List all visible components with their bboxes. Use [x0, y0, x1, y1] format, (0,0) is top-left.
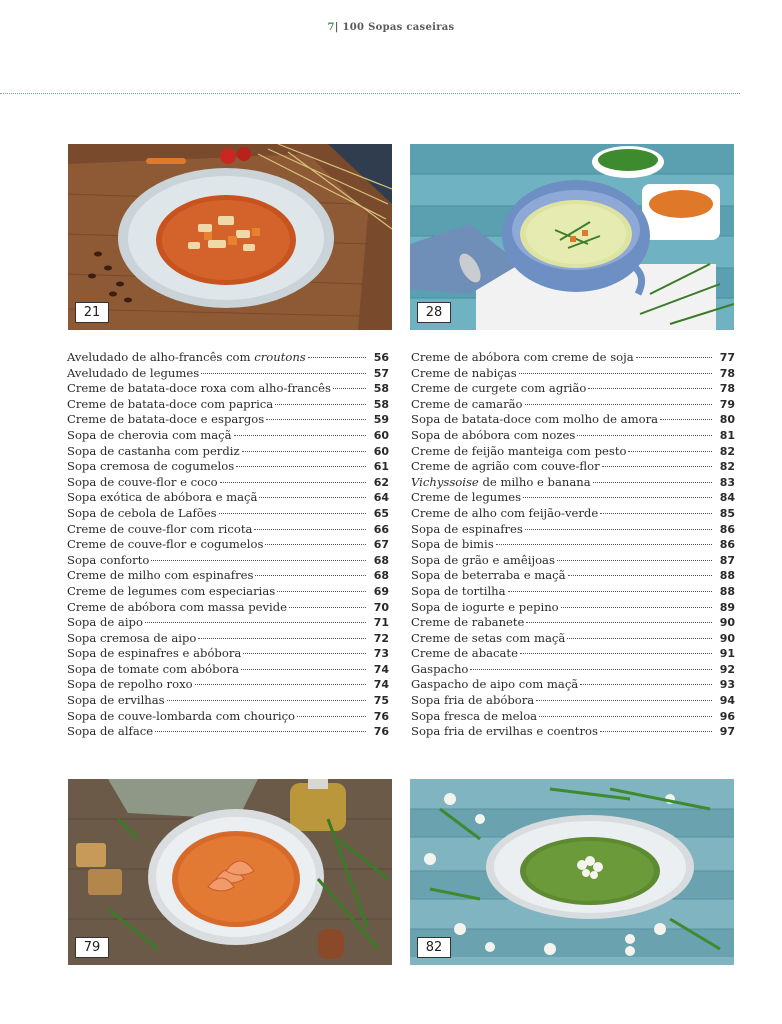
toc-entry-title [411, 724, 598, 740]
dot-leader [275, 404, 366, 405]
toc-entry-page: 80 [719, 413, 735, 427]
dot-leader [259, 497, 366, 498]
toc-entry-text: Aveludado de alho-francês com [67, 350, 255, 364]
toc-entry-title [411, 475, 591, 491]
toc-entry-page: 94 [719, 694, 735, 708]
dot-leader [308, 357, 366, 358]
dot-leader [602, 466, 712, 467]
toc-entry-text: Sopa de abóbora com nozes [411, 427, 576, 442]
toc-entry [411, 397, 735, 413]
toc-entry-title [411, 693, 534, 709]
dot-leader [567, 638, 712, 639]
toc-entry-italic: croutons [254, 350, 306, 364]
toc-entry-text: Creme de couve-flor com ricota [67, 521, 253, 536]
toc-entry [411, 724, 735, 740]
toc-entry [67, 693, 389, 709]
toc-entry [67, 366, 389, 382]
toc-entry-title [67, 412, 264, 428]
toc-entry-page: 75 [373, 694, 389, 708]
toc-entry-page: 84 [719, 491, 735, 505]
toc-entry-text: Sopa conforto [67, 552, 150, 567]
toc-entry-text: Sopa de alface [67, 724, 154, 739]
dot-leader [525, 404, 712, 405]
toc-entry [67, 506, 389, 522]
toc-entry [67, 600, 389, 616]
toc-entry-page: 65 [373, 506, 389, 520]
toc-entry [67, 381, 389, 397]
toc-entry-page: 71 [373, 616, 389, 630]
dot-leader [297, 716, 366, 717]
toc-entry [67, 568, 389, 584]
toc-entry-title [411, 600, 559, 616]
toc-entry-title [411, 397, 523, 413]
toc-entry-page: 76 [373, 709, 389, 723]
toc-entry-title [411, 428, 575, 444]
toc-entry-page: 97 [719, 725, 735, 739]
toc-entry-title [411, 537, 494, 553]
toc-entry-title [411, 646, 518, 662]
toc-entry-title [67, 553, 149, 569]
toc-entry-page: 58 [373, 397, 389, 411]
toc-entry-title [67, 475, 218, 491]
toc-entry [67, 537, 389, 553]
dot-leader [568, 575, 712, 576]
toc-entry-page: 86 [719, 522, 735, 536]
toc-entry [67, 646, 389, 662]
dot-leader [577, 435, 712, 436]
toc-entry-text: Sopa cremosa de cogumelos [67, 459, 235, 474]
toc-entry-title [411, 553, 555, 569]
toc-entry-page: 79 [719, 397, 735, 411]
toc-column-right [411, 350, 735, 740]
toc-entry-page: 58 [373, 382, 389, 396]
dot-leader [243, 653, 366, 654]
toc-entry [411, 537, 735, 553]
toc-entry-text: Sopa de espinafres [411, 521, 523, 536]
toc-entry-title [67, 677, 193, 693]
dot-leader [496, 544, 712, 545]
toc-entry-text: Creme de nabiças [411, 365, 517, 380]
dot-leader [593, 482, 712, 483]
toc-entry-title [67, 366, 199, 382]
dot-leader [241, 669, 366, 670]
toc-entry [411, 428, 735, 444]
toc-entry [67, 475, 389, 491]
header-rule [0, 93, 740, 94]
toc-entry-title [411, 709, 537, 725]
toc-entry-page: 76 [373, 725, 389, 739]
dot-leader [536, 700, 712, 701]
dot-leader [519, 373, 712, 374]
toc-entry-text: Creme de legumes [411, 490, 522, 505]
toc-entry-text: Creme de abóbora com massa pevide [67, 599, 288, 614]
toc-entry-text: Creme de batata-doce roxa com alho-francês [67, 381, 331, 396]
toc-entry [411, 490, 735, 506]
toc-entry-text: Sopa fria de abóbora [411, 693, 535, 708]
toc-entry-page: 90 [719, 631, 735, 645]
dot-leader [151, 560, 366, 561]
dot-leader [333, 388, 366, 389]
toc-entry-title [67, 662, 239, 678]
toc-entry [67, 677, 389, 693]
toc-entry [67, 444, 389, 460]
dot-leader [254, 529, 366, 530]
dot-leader [557, 560, 712, 561]
toc-entry-text: de milho e banana [478, 474, 591, 489]
toc-entry [411, 459, 735, 475]
toc-entry-page: 87 [719, 553, 735, 567]
toc-entry-title [67, 444, 240, 460]
toc-entry-text: Creme de curgete com agrião [411, 381, 587, 396]
toc-entry [67, 350, 389, 366]
toc-entry-italic: Vichyssoise [411, 474, 479, 489]
toc-entry-text: Sopa de bimis [411, 537, 494, 552]
toc-entry [411, 412, 735, 428]
dot-leader [539, 716, 712, 717]
toc-entry-title [411, 568, 566, 584]
toc-entry-text: Sopa de couve-lombarda com chouriço [67, 708, 296, 723]
toc-entry-text: Creme de legumes com especiarias [67, 583, 276, 598]
toc-entry-title [411, 350, 634, 366]
toc-entry [67, 428, 389, 444]
dot-leader [561, 607, 712, 608]
dot-leader [219, 513, 366, 514]
toc-entry-text: Gaspacho de aipo com maçã [411, 677, 579, 692]
dot-leader [289, 607, 366, 608]
toc-entry [411, 631, 735, 647]
photo-badge: 21 [75, 302, 109, 323]
toc-entry-title [411, 412, 658, 428]
dot-leader [520, 653, 712, 654]
toc-entry-title [67, 631, 196, 647]
toc-entry-page: 74 [373, 662, 389, 676]
toc-entry-page: 67 [373, 538, 389, 552]
toc-entry-title [67, 615, 143, 631]
toc-entry-text: Creme de milho com espinafres [67, 568, 254, 583]
dot-leader [201, 373, 366, 374]
toc-entry [411, 522, 735, 538]
dot-leader [470, 669, 712, 670]
toc-entry [411, 381, 735, 397]
toc-entry-page: 78 [719, 366, 735, 380]
dot-leader [220, 482, 366, 483]
photo-soup-82 [410, 779, 734, 965]
toc-entry-text: Sopa de aipo [67, 615, 143, 630]
dot-leader [155, 731, 366, 732]
toc-entry-page: 82 [719, 460, 735, 474]
toc-entry-title [411, 631, 565, 647]
toc-entry-title [411, 584, 506, 600]
toc-entry-title [67, 600, 287, 616]
toc-entry-text: Sopa de espinafres e abóbora [67, 646, 242, 661]
toc-entry-page: 86 [719, 538, 735, 552]
toc-entry-page: 72 [373, 631, 389, 645]
toc-entry [411, 584, 735, 600]
toc-entry [411, 646, 735, 662]
toc-entry-text: Aveludado de legumes [67, 365, 200, 380]
toc-entry-title [67, 459, 234, 475]
toc-entry-title [67, 584, 275, 600]
toc-entry-text: Sopa de grão e amêijoas [411, 552, 555, 567]
toc-entry-title [67, 428, 232, 444]
toc-entry [411, 662, 735, 678]
toc-entry-text: Creme de rabanete [411, 615, 525, 630]
toc-entry-page: 68 [373, 553, 389, 567]
dot-leader [234, 435, 366, 436]
toc-entry [411, 506, 735, 522]
dot-leader [255, 575, 366, 576]
dot-leader [195, 684, 366, 685]
dot-leader [525, 529, 712, 530]
dot-leader [145, 622, 366, 623]
toc-entry-text: Sopa de cebola de Lafões [67, 505, 217, 520]
toc-entry-text: Sopa de ervilhas [67, 693, 165, 708]
toc-entry [67, 553, 389, 569]
toc-entry-text: Sopa de cherovia com maçã [67, 427, 232, 442]
photo-badge: 79 [75, 937, 109, 958]
toc-entry [67, 412, 389, 428]
toc-entry-text: Sopa de repolho roxo [67, 677, 193, 692]
toc-entry-page: 70 [373, 600, 389, 614]
toc-entry-page: 91 [719, 647, 735, 661]
toc-entry [411, 568, 735, 584]
toc-entry-text: Creme de abacate [411, 646, 518, 661]
toc-entry-title [67, 397, 273, 413]
toc-entry [411, 600, 735, 616]
dot-leader [236, 466, 366, 467]
header-title: 100 Sopas caseiras [342, 22, 455, 33]
toc-entry-title [411, 459, 600, 475]
toc-entry-title [67, 568, 253, 584]
dot-leader [628, 451, 712, 452]
toc-entry [411, 444, 735, 460]
toc-entry [411, 366, 735, 382]
toc-entry-text: Gaspacho [411, 661, 469, 676]
toc-entry-title [411, 444, 626, 460]
toc-entry-page: 85 [719, 506, 735, 520]
toc-entry-text: Sopa de beterraba e maçã [411, 568, 566, 583]
dot-leader [526, 622, 712, 623]
toc-entry-page: 78 [719, 382, 735, 396]
toc-entry [411, 350, 735, 366]
toc-entry-page: 96 [719, 709, 735, 723]
toc-entry [67, 662, 389, 678]
toc-entry [411, 615, 735, 631]
toc-entry-page: 81 [719, 428, 735, 442]
dot-leader [198, 638, 366, 639]
toc-entry-title [67, 490, 257, 506]
toc-column-left [67, 350, 389, 740]
toc-entry-text: Creme de camarão [411, 396, 523, 411]
toc-entry [67, 631, 389, 647]
dot-leader [167, 700, 366, 701]
toc-entry [411, 709, 735, 725]
dot-leader [636, 357, 712, 358]
toc-entry-page: 59 [373, 413, 389, 427]
toc-entry-title [67, 350, 306, 366]
toc-entry-page: 74 [373, 678, 389, 692]
dot-leader [580, 684, 712, 685]
toc-entry-page: 60 [373, 428, 389, 442]
photo-soup-28 [410, 144, 734, 330]
toc-entry-title [411, 490, 521, 506]
dot-leader [277, 591, 366, 592]
toc-entry-page: 88 [719, 584, 735, 598]
toc-entry-text: Sopa de tortilha [411, 583, 506, 598]
toc-entry-text: Creme de agrião com couve-flor [411, 459, 600, 474]
toc-entry [67, 724, 389, 740]
dot-leader [600, 731, 712, 732]
toc-entry-page: 77 [719, 351, 735, 364]
toc-entry-page: 61 [373, 460, 389, 474]
toc-entry [67, 709, 389, 725]
toc-entry-page: 93 [719, 678, 735, 692]
toc-entry-page: 82 [719, 444, 735, 458]
toc-entry-page: 83 [719, 475, 735, 489]
dot-leader [242, 451, 366, 452]
toc-entry [411, 553, 735, 569]
toc-entry [67, 459, 389, 475]
dot-leader [600, 513, 712, 514]
toc-entry-title [411, 662, 468, 678]
toc-entry-title [411, 366, 517, 382]
photo-soup-79 [68, 779, 392, 965]
toc-entry [411, 677, 735, 693]
dot-leader [588, 388, 712, 389]
toc-entry-title [411, 506, 598, 522]
photo-badge: 82 [417, 937, 451, 958]
toc-entry-text: Creme de alho com feijão-verde [411, 505, 599, 520]
toc-entry-text: Sopa cremosa de aipo [67, 630, 197, 645]
toc-entry-page: 73 [373, 647, 389, 661]
toc-entry-page: 57 [373, 366, 389, 380]
toc-entry-text: Sopa de tomate com abóbora [67, 661, 239, 676]
toc-entry [411, 693, 735, 709]
toc-entry-page: 92 [719, 662, 735, 676]
toc-entry-title [67, 693, 165, 709]
toc-entry-text: Creme de feijão manteiga com pesto [411, 443, 627, 458]
toc-entry-page: 64 [373, 491, 389, 505]
toc-entry [67, 522, 389, 538]
toc-entry-title [411, 615, 524, 631]
toc-entry-title [67, 522, 252, 538]
toc-entry-text: Creme de batata-doce com paprica [67, 396, 274, 411]
toc-entry-page: 90 [719, 616, 735, 630]
toc-entry-page: 88 [719, 569, 735, 583]
running-header [0, 22, 782, 33]
toc-entry [67, 397, 389, 413]
toc-entry-text: Sopa fria de ervilhas e coentros [411, 724, 598, 739]
photo-soup-21 [68, 144, 392, 330]
toc-entry-title [411, 677, 578, 693]
dot-leader [266, 419, 366, 420]
toc-entry-text: Sopa fresca de meloa [411, 708, 538, 723]
toc-entry-title [411, 522, 523, 538]
toc-entry-text: Sopa de couve-flor e coco [67, 474, 218, 489]
toc-entry-page: 68 [373, 569, 389, 583]
dot-leader [508, 591, 712, 592]
toc-entry-page: 60 [373, 444, 389, 458]
toc-entry-text: Sopa de iogurte e pepino [411, 599, 559, 614]
toc-entry-page: 69 [373, 584, 389, 598]
photo-badge: 28 [417, 302, 451, 323]
dot-leader [523, 497, 712, 498]
toc-entry-text: Sopa de castanha com perdiz [67, 443, 240, 458]
dot-leader [660, 419, 712, 420]
toc-entry-text: Creme de setas com maçã [411, 630, 566, 645]
toc-entry [411, 475, 735, 491]
toc-entry-text: Creme de abóbora com creme de soja [411, 350, 634, 364]
header-separator: | [334, 22, 339, 33]
toc-entry-page: 56 [373, 351, 389, 364]
toc-entry-text: Creme de batata-doce e espargos [67, 412, 265, 427]
toc-entry-page: 66 [373, 522, 389, 536]
toc-entry-text: Sopa exótica de abóbora e maçã [67, 490, 258, 505]
toc-entry [67, 615, 389, 631]
dot-leader [265, 544, 366, 545]
toc-entry-text: Creme de couve-flor e cogumelos [67, 537, 264, 552]
toc-entry-title [67, 709, 295, 725]
toc-entry-title [411, 381, 586, 397]
toc-entry-title [67, 506, 217, 522]
header-page-number: 7 [327, 22, 335, 33]
toc-entry-text: Sopa de batata-doce com molho de amora [411, 412, 659, 427]
toc-entry [67, 490, 389, 506]
toc-entry-title [67, 646, 241, 662]
toc-entry [67, 584, 389, 600]
toc-entry-page: 62 [373, 475, 389, 489]
toc-entry-title [67, 381, 331, 397]
toc-entry-page: 89 [719, 600, 735, 614]
toc-entry-title [67, 724, 153, 740]
toc-entry-title [67, 537, 263, 553]
